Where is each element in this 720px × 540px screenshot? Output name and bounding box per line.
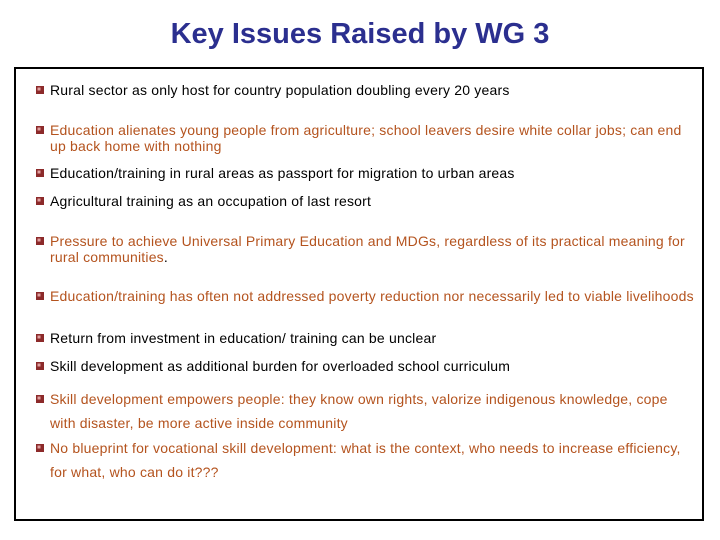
- list-item-main-text: Pressure to achieve Universal Primary Education and MDGs, regardless of its practical meaning for rural communities: [50, 233, 685, 265]
- list-item: [36, 330, 696, 346]
- list-item-text: Education/training has often not addressed poverty reduction nor necessarily led to viable livelihoods: [50, 288, 694, 304]
- bullet-square-icon: [36, 444, 44, 452]
- bullet-square-icon: [36, 292, 44, 300]
- list-item-text: Return from investment in education/ training can be unclear: [50, 330, 437, 346]
- list-item-text: Agricultural training as an occupation of last resort: [50, 193, 372, 209]
- list-item: [36, 288, 696, 304]
- list-item: [36, 165, 696, 181]
- list-item-text: Skill development as additional burden for overloaded school curriculum: [50, 358, 511, 374]
- list-item-text: No blueprint for vocational skill development: what is the context, who needs to increase efficiency, for what, who can do it???: [50, 440, 681, 480]
- bullet-square-icon: [36, 362, 44, 370]
- list-item: [36, 387, 696, 435]
- bullet-square-icon: [36, 395, 44, 403]
- bullet-square-icon: [36, 169, 44, 177]
- list-item-text: Skill development empowers people: they know own rights, valorize indigenous knowledge, cope with disaster, be more active inside community: [50, 391, 668, 431]
- list-item: [36, 436, 696, 484]
- bullet-square-icon: [36, 86, 44, 94]
- list-item-text: Education/training in rural areas as passport for migration to urban areas: [50, 165, 515, 181]
- bullet-square-icon: [36, 237, 44, 245]
- list-item: [36, 193, 696, 209]
- list-item: [36, 82, 696, 98]
- bullet-square-icon: [36, 334, 44, 342]
- bullet-square-icon: [36, 126, 44, 134]
- slide-title: Key Issues Raised by WG 3: [170, 18, 550, 50]
- list-item: [36, 122, 696, 154]
- list-item-text: Rural sector as only host for country population doubling every 20 years: [50, 82, 510, 98]
- list-item-text: [36, 233, 696, 265]
- list-item: [36, 233, 696, 265]
- list-item-tail: .: [163, 249, 168, 265]
- list-item: [36, 358, 696, 374]
- list-item-text: Education alienates young people from agriculture; school leavers desire white collar jobs; can end up back home with nothing: [50, 122, 682, 154]
- bullet-square-icon: [36, 197, 44, 205]
